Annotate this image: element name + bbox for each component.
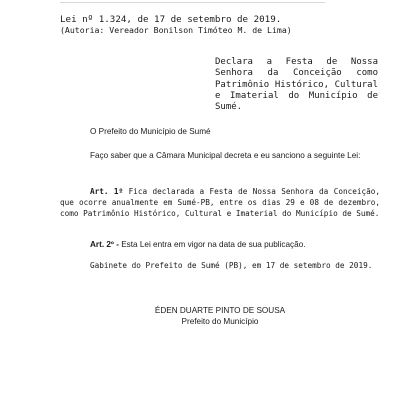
law-title: Lei nº 1.324, de 17 de setembro de 2019. xyxy=(60,14,282,25)
article-1-text: Fica declarada a Festa de Nossa Senhora da Conceição, que ocorre anualmente em Sumé-PB, entre os dias 29 e 08 de dezembro, como Patrimônio Histórico, Cultural e Imaterial do Município de Sumé. xyxy=(60,187,380,218)
signatory-name: ÉDEN DUARTE PINTO DE SOUSA xyxy=(154,306,286,315)
ementa: Declara a Festa de Nossa Senhora da Conceição como Patrimônio Histórico, Cultural e Imaterial do Município de Sumé. xyxy=(215,57,378,113)
article-2-label: Art. 2º - xyxy=(90,240,119,249)
article-1-label: Art. 1º xyxy=(90,187,124,196)
closing-paragraph: Gabinete do Prefeito de Sumé (PB), em 17 de setembro de 2019. xyxy=(90,261,373,270)
header-divider xyxy=(60,2,325,3)
authorship-note: (Autoria: Vereador Bonilson Timóteo M. de Lima) xyxy=(60,25,292,35)
article-2-text: Esta Lei entra em vigor na data de sua publicação. xyxy=(118,240,306,249)
preamble-paragraph: Faço saber que a Câmara Municipal decreta e eu sanciono a seguinte Lei: xyxy=(90,151,361,160)
article-1 xyxy=(60,186,380,219)
article-2 xyxy=(60,239,380,250)
signatory-role: Prefeito do Município xyxy=(181,317,259,326)
opening-line: O Prefeito do Município de Sumé xyxy=(90,127,211,136)
